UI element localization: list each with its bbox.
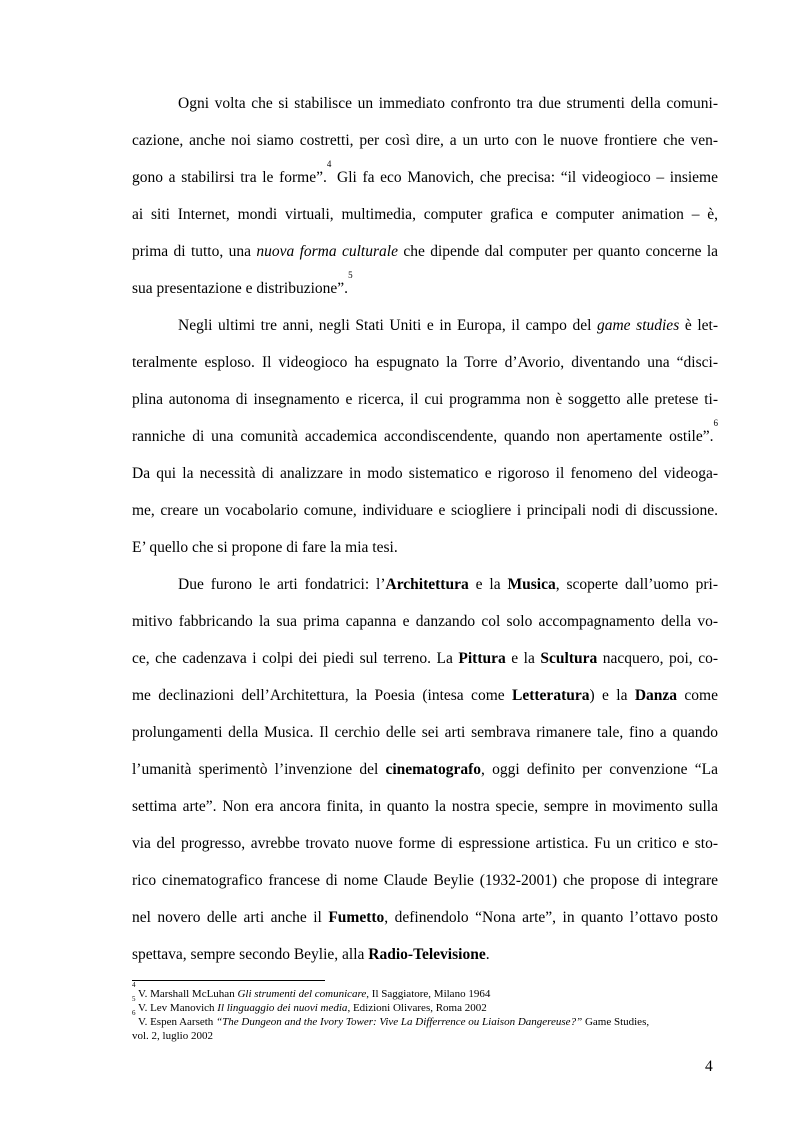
footnote-ref: 5 [132, 995, 136, 1003]
text-run: via del progresso, avrebbe trovato nuove forme di espressione artistica. Fu un critico e sto- [132, 835, 718, 852]
text-run: plina autonoma di insegnamento e ricerca, il cui programma non è soggetto alle pretese ti- [132, 391, 718, 408]
bold-term: Letteratura [512, 687, 590, 704]
text-run: , Edizioni Olivares, Roma 2002 [347, 1002, 487, 1014]
italic-text: “The Dungeon and the Ivory Tower: Vive La Differrence ou Liaison Dangereuse?” [216, 1016, 583, 1028]
footnote-ref: 4 [132, 981, 136, 989]
footnote-ref: 4 [326, 159, 332, 169]
text-run: nel novero delle arti anche il [132, 909, 329, 926]
text-line [178, 317, 718, 335]
text-run: vol. 2, luglio 2002 [132, 1030, 213, 1042]
text-run: Ogni volta che si stabilisce un immediato confronto tra due strumenti della comuni- [178, 95, 718, 112]
text-run: cazione, anche noi siamo costretti, per così dire, a un urto con le nuove frontiere che ven- [132, 132, 718, 149]
text-line [132, 909, 718, 927]
text-line [132, 650, 718, 668]
page-number: 4 [705, 1058, 713, 1075]
footnote [132, 981, 722, 1001]
text-run: l’umanità sperimentò l’invenzione del [132, 761, 386, 778]
text-run: prima di tutto, una [132, 243, 257, 260]
italic-text: nuova forma culturale [256, 243, 398, 260]
text-line [132, 206, 718, 224]
text-run: sua presentazione e distribuzione”. [132, 280, 349, 297]
footnote-ref: 6 [713, 418, 718, 428]
text-run: è let- [679, 317, 718, 334]
text-line [132, 946, 718, 964]
text-run: gono a stabilirsi tra le forme”. [132, 169, 327, 186]
text-run: me, creare un vocabolario comune, individuare e sciogliere i principali nodi di discussione. [132, 502, 718, 519]
text-run: nacquero, poi, co- [597, 650, 718, 667]
text-line [132, 418, 718, 446]
text-line [132, 354, 718, 372]
bold-term: Architettura [385, 576, 469, 593]
text-line [132, 270, 718, 298]
text-run: ai siti Internet, mondi virtuali, multimedia, computer grafica e computer animation – è, [132, 206, 718, 223]
text-run: V. Lev Manovich [135, 1002, 218, 1014]
footnote [132, 1030, 722, 1043]
text-run: ) e la [589, 687, 635, 704]
bold-term: cinematografo [385, 761, 482, 778]
text-line [132, 613, 718, 631]
text-run: spettava, sempre secondo Beylie, alla [132, 946, 369, 963]
text-line [132, 243, 718, 261]
bold-term: Pittura [458, 650, 506, 667]
text-run: e la [468, 576, 508, 593]
text-run: teralmente esploso. Il videogioco ha espugnato la Torre d’Avorio, diventando una “disci- [132, 354, 718, 371]
text-run: , Il Saggiatore, Milano 1964 [366, 988, 491, 1000]
text-run: V. Marshall McLuhan [135, 988, 238, 1000]
text-line [132, 502, 718, 520]
text-run: Negli ultimi tre anni, negli Stati Uniti e in Europa, il campo del [178, 317, 597, 334]
italic-text: Gli strumenti del comunicare [237, 988, 367, 1000]
text-run: Da qui la necessità di analizzare in modo sistematico e rigoroso il fenomeno del videoga- [132, 465, 718, 482]
text-run: , definendolo “Nona arte”, in quanto l’ottavo posto [384, 909, 718, 926]
text-line [132, 872, 718, 890]
bold-term: Danza [634, 687, 678, 704]
text-line [132, 539, 718, 557]
text-run: V. Espen Aarseth [135, 1016, 217, 1028]
text-line [132, 761, 718, 779]
text-run: settima arte”. Non era ancora finita, in quanto la nostra specie, sempre in movimento sulla [132, 798, 718, 815]
text-line [178, 576, 718, 594]
text-line [132, 465, 718, 483]
italic-text: Il linguaggio dei nuovi media [217, 1002, 348, 1014]
text-line [132, 159, 718, 187]
bold-term: Scultura [540, 650, 598, 667]
footnote-separator [132, 980, 325, 981]
text-run: Game Studies, [582, 1016, 650, 1028]
text-run: . [485, 946, 490, 963]
text-line [132, 391, 718, 409]
text-run: ce, che cadenzava i colpi dei piedi sul terreno. La [132, 650, 459, 667]
text-line [132, 724, 718, 742]
text-run: mitivo fabbricando la sua prima capanna e danzando col solo accompagnamento della vo- [132, 613, 718, 630]
text-line [132, 798, 718, 816]
text-run: , scoperte dall’uomo pri- [555, 576, 718, 593]
bold-term: Musica [507, 576, 556, 593]
text-line [178, 95, 718, 113]
bold-term: Radio-Televisione [368, 946, 486, 963]
text-run: come [677, 687, 718, 704]
text-run: e la [505, 650, 541, 667]
footnote-ref: 5 [348, 270, 353, 280]
italic-text: game studies [596, 317, 680, 334]
text-line [132, 132, 718, 150]
footnote-ref: 6 [132, 1009, 136, 1017]
text-run: me declinazioni dell’Architettura, la Poesia (intesa come [132, 687, 513, 704]
text-line [132, 687, 718, 705]
text-run: , oggi definito per convenzione “La [481, 761, 718, 778]
text-run: E’ quello che si propone di fare la mia tesi. [132, 539, 398, 556]
footnote [132, 995, 722, 1015]
text-run: Gli fa eco Manovich, che precisa: “il videogioco – insieme [331, 169, 718, 186]
footnote [132, 1009, 722, 1029]
text-run: ranniche di una comunità accademica accondiscendente, quando non apertamente ostile”. [132, 428, 714, 445]
text-run: rico cinematografico francese di nome Claude Beylie (1932-2001) che propose di integrare [132, 872, 718, 889]
text-run: prolungamenti della Musica. Il cerchio delle sei arti sembrava rimanere tale, fino a quando [132, 724, 718, 741]
bold-term: Fumetto [328, 909, 385, 926]
text-run: che dipende dal computer per quanto concerne la [397, 243, 719, 260]
text-run: Due furono le arti fondatrici: l’ [178, 576, 386, 593]
text-line [132, 835, 718, 853]
